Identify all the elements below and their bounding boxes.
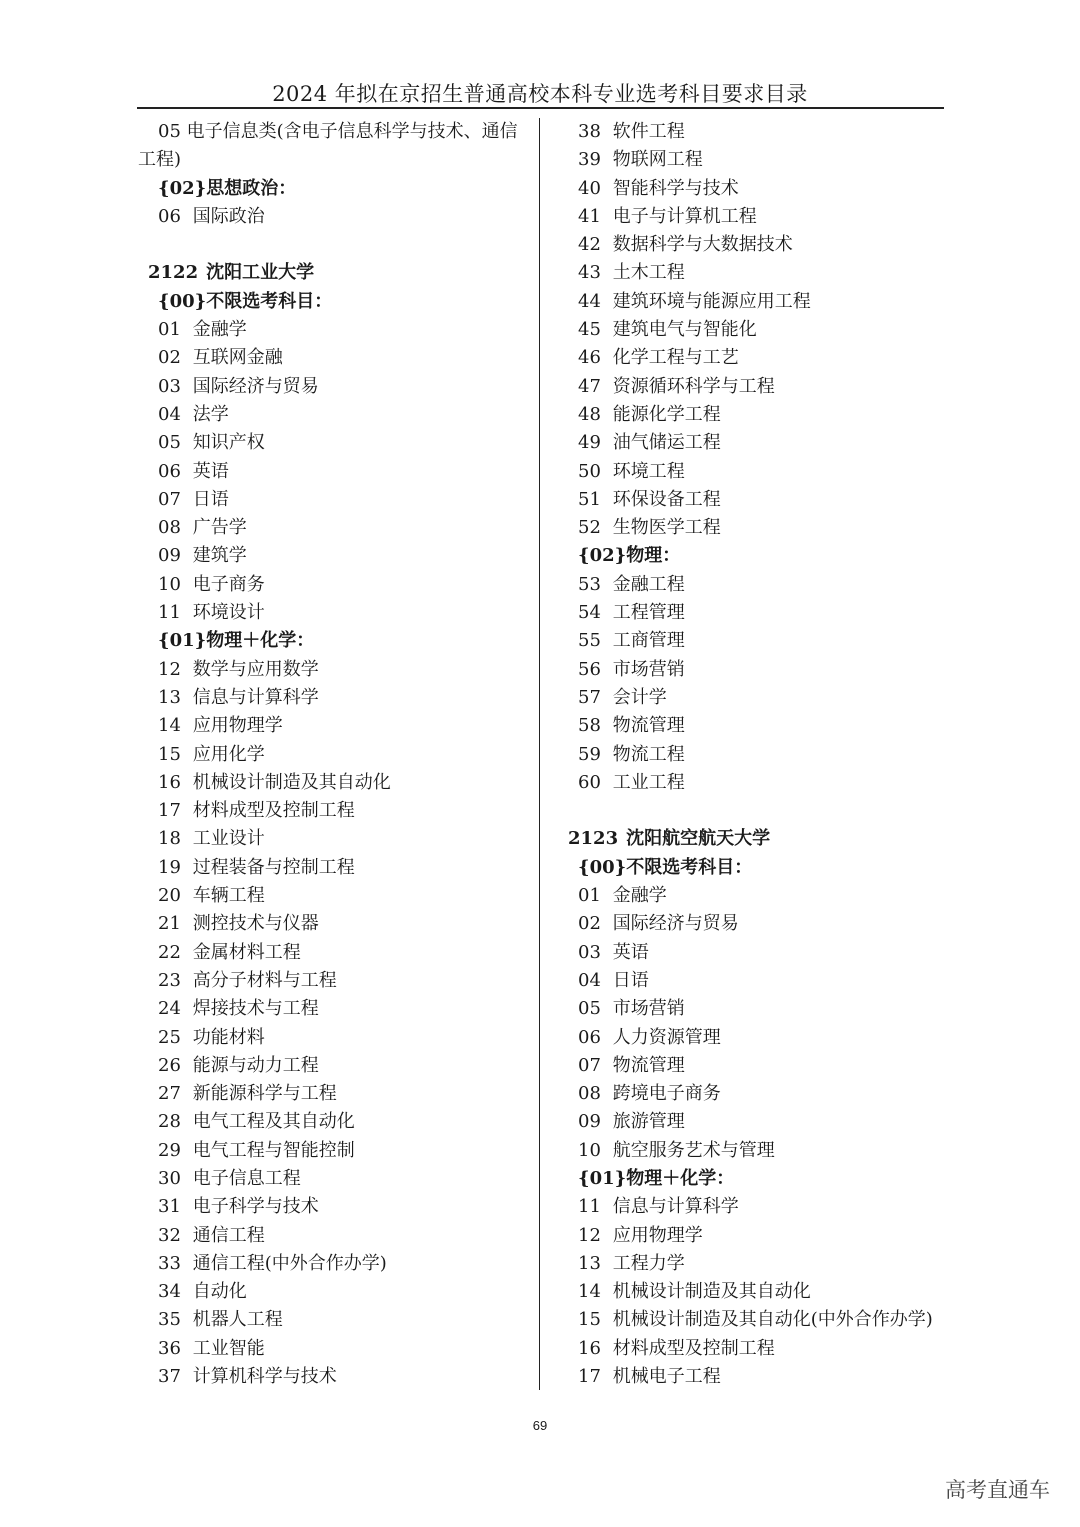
major-name: 功能材料 xyxy=(192,1026,265,1048)
major-name: 焊接技术与工程 xyxy=(192,998,319,1020)
major-item xyxy=(558,995,958,1023)
major-item xyxy=(138,1052,530,1080)
major-item xyxy=(138,1108,530,1136)
major-code: 41 xyxy=(578,205,601,227)
major-item xyxy=(138,939,530,967)
major-name: 工商管理 xyxy=(612,630,685,652)
major-code: 48 xyxy=(578,403,601,425)
major-item xyxy=(138,571,530,599)
major-item xyxy=(138,825,530,853)
major-code: 06 xyxy=(158,460,181,482)
major-name: 应用化学 xyxy=(192,743,265,765)
major-code: 15 xyxy=(158,743,181,765)
major-name: 测控技术与仪器 xyxy=(192,913,319,935)
major-item xyxy=(558,288,958,316)
major-code: 21 xyxy=(158,913,181,935)
major-code: 02 xyxy=(578,913,601,935)
major-name: 电气工程与智能控制 xyxy=(192,1139,355,1161)
major-code: 28 xyxy=(158,1111,181,1133)
major-code: 42 xyxy=(578,234,601,256)
major-name: 英语 xyxy=(612,941,649,963)
institution-heading xyxy=(558,825,958,853)
major-code: 46 xyxy=(578,347,601,369)
major-code: 13 xyxy=(158,686,181,708)
major-item xyxy=(138,769,530,797)
major-name: 金融工程 xyxy=(612,573,685,595)
major-item xyxy=(558,458,958,486)
subject-requirement-heading: {02}思想政治： xyxy=(158,177,297,199)
major-item xyxy=(558,1363,958,1391)
major-code: 49 xyxy=(578,432,601,454)
major-name: 机械设计制造及其自动化 xyxy=(612,1281,811,1303)
major-code: 14 xyxy=(578,1281,601,1303)
major-name: 电子与计算机工程 xyxy=(612,205,757,227)
major-name: 工业工程 xyxy=(612,771,685,793)
major-code: 27 xyxy=(158,1083,181,1105)
major-name: 工程力学 xyxy=(612,1252,685,1274)
major-name: 通信工程(中外合作办学) xyxy=(192,1252,387,1274)
major-code: 05 xyxy=(158,432,181,454)
major-code: 37 xyxy=(158,1366,181,1388)
major-code: 30 xyxy=(158,1167,181,1189)
major-code: 11 xyxy=(578,1196,601,1218)
watermark-text: 高考直通车 xyxy=(945,1478,1050,1502)
subject-requirement-heading: {01}物理＋化学： xyxy=(158,630,315,652)
major-code: 10 xyxy=(578,1139,601,1161)
major-name: 能源化学工程 xyxy=(612,403,721,425)
institution-code: 2123 xyxy=(568,828,619,850)
major-code: 47 xyxy=(578,375,601,397)
major-code: 17 xyxy=(158,800,181,822)
major-name: 高分子材料与工程 xyxy=(192,969,337,991)
major-item xyxy=(138,995,530,1023)
major-item xyxy=(558,401,958,429)
major-name: 通信工程 xyxy=(192,1224,265,1246)
major-item xyxy=(558,684,958,712)
major-item xyxy=(138,203,530,231)
major-name: 会计学 xyxy=(612,686,667,708)
blank-line xyxy=(138,231,530,259)
major-name: 人力资源管理 xyxy=(612,1026,721,1048)
major-code: 32 xyxy=(158,1224,181,1246)
major-item xyxy=(138,1193,530,1221)
major-name: 建筑学 xyxy=(192,545,247,567)
major-code: 29 xyxy=(158,1139,181,1161)
major-name: 机械电子工程 xyxy=(612,1366,721,1388)
major-item xyxy=(138,1306,530,1334)
major-item xyxy=(558,259,958,287)
major-name: 材料成型及控制工程 xyxy=(612,1337,775,1359)
subject-requirement-heading: {02}物理： xyxy=(578,545,681,567)
major-item xyxy=(138,910,530,938)
major-code: 34 xyxy=(158,1281,181,1303)
major-item xyxy=(138,1080,530,1108)
major-item xyxy=(138,429,530,457)
major-name: 材料成型及控制工程 xyxy=(192,800,355,822)
major-item xyxy=(558,741,958,769)
major-name: 环境设计 xyxy=(192,602,265,624)
major-name: 土木工程 xyxy=(612,262,685,284)
major-item xyxy=(558,175,958,203)
major-code: 17 xyxy=(578,1366,601,1388)
header-rule xyxy=(137,107,944,109)
major-name: 车辆工程 xyxy=(192,885,265,907)
major-item xyxy=(138,1250,530,1278)
major-code: 06 xyxy=(578,1026,601,1048)
major-item xyxy=(558,571,958,599)
major-name: 日语 xyxy=(192,488,229,510)
major-item xyxy=(138,1363,530,1391)
major-code: 03 xyxy=(158,375,181,397)
major-name: 知识产权 xyxy=(192,432,265,454)
major-name: 计算机科学与技术 xyxy=(192,1366,337,1388)
major-name: 机械设计制造及其自动化 xyxy=(192,771,391,793)
major-name: 互联网金融 xyxy=(192,347,283,369)
major-item xyxy=(138,542,530,570)
subject-requirement-heading: {00}不限选考科目： xyxy=(158,290,333,312)
major-item xyxy=(138,712,530,740)
major-item xyxy=(138,854,530,882)
major-name: 物流管理 xyxy=(612,715,685,737)
major-name: 物流管理 xyxy=(612,1054,685,1076)
major-item xyxy=(138,514,530,542)
major-code: 07 xyxy=(578,1054,601,1076)
major-code: 01 xyxy=(158,319,181,341)
column-divider xyxy=(539,118,540,1390)
major-item xyxy=(558,146,958,174)
major-item xyxy=(558,1137,958,1165)
major-code: 03 xyxy=(578,941,601,963)
major-item xyxy=(558,1250,958,1278)
major-name: 生物医学工程 xyxy=(612,517,721,539)
major-code: 55 xyxy=(578,630,601,652)
major-name: 软件工程 xyxy=(612,121,685,142)
major-code: 18 xyxy=(158,828,181,850)
institution-name: 沈阳工业大学 xyxy=(206,262,315,284)
major-item xyxy=(138,1137,530,1165)
major-code: 02 xyxy=(158,347,181,369)
major-code: 25 xyxy=(158,1026,181,1048)
major-item xyxy=(138,1278,530,1306)
major-name: 电子科学与技术 xyxy=(192,1196,319,1218)
major-name: 资源循环科学与工程 xyxy=(612,375,775,397)
major-name: 数学与应用数学 xyxy=(192,658,319,680)
major-item xyxy=(558,1052,958,1080)
major-item xyxy=(558,1335,958,1363)
major-code: 13 xyxy=(578,1252,601,1274)
major-code: 56 xyxy=(578,658,601,680)
institution-heading xyxy=(138,259,530,287)
major-item xyxy=(138,1335,530,1363)
major-item xyxy=(138,656,530,684)
major-name: 环保设备工程 xyxy=(612,488,721,510)
major-name: 信息与计算科学 xyxy=(612,1196,739,1218)
major-code: 16 xyxy=(578,1337,601,1359)
major-name: 国际经济与贸易 xyxy=(612,913,739,935)
major-name: 工程管理 xyxy=(612,602,685,624)
major-name: 自动化 xyxy=(192,1281,247,1303)
major-name: 化学工程与工艺 xyxy=(612,347,739,369)
major-code: 31 xyxy=(158,1196,181,1218)
major-name: 物流工程 xyxy=(612,743,685,765)
major-item xyxy=(138,1165,530,1193)
major-code: 09 xyxy=(578,1111,601,1133)
major-code: 26 xyxy=(158,1054,181,1076)
major-code: 60 xyxy=(578,771,601,793)
major-name: 应用物理学 xyxy=(612,1224,703,1246)
major-name: 日语 xyxy=(612,969,649,991)
major-name: 物联网工程 xyxy=(612,149,703,171)
major-code: 07 xyxy=(158,488,181,510)
major-item xyxy=(138,882,530,910)
major-item xyxy=(558,599,958,627)
major-item xyxy=(138,1222,530,1250)
major-code: 35 xyxy=(158,1309,181,1331)
major-code: 22 xyxy=(158,941,181,963)
major-name: 金融学 xyxy=(192,319,247,341)
major-name: 电子商务 xyxy=(192,573,265,595)
major-item xyxy=(138,797,530,825)
major-item xyxy=(558,1080,958,1108)
major-code: 33 xyxy=(158,1252,181,1274)
major-item xyxy=(138,1024,530,1052)
major-item xyxy=(558,769,958,797)
major-item xyxy=(558,1024,958,1052)
major-code: 52 xyxy=(578,517,601,539)
major-name: 市场营销 xyxy=(612,658,685,680)
major-code: 20 xyxy=(158,885,181,907)
major-code: 05 xyxy=(578,998,601,1020)
major-code: 54 xyxy=(578,602,601,624)
page-header-title: 2024 年拟在京招生普通高校本科专业选考科目要求目录 xyxy=(272,82,808,106)
major-name: 英语 xyxy=(192,460,229,482)
major-code: 06 xyxy=(158,205,181,227)
major-code: 45 xyxy=(578,319,601,341)
major-code: 11 xyxy=(158,602,181,624)
major-item xyxy=(558,1278,958,1306)
major-code: 43 xyxy=(578,262,601,284)
major-name: 工业设计 xyxy=(192,828,265,850)
major-code: 44 xyxy=(578,290,601,312)
major-code: 08 xyxy=(578,1083,601,1105)
major-name: 旅游管理 xyxy=(612,1111,685,1133)
major-item xyxy=(558,656,958,684)
major-item xyxy=(558,712,958,740)
major-item xyxy=(558,1193,958,1221)
major-item xyxy=(138,401,530,429)
major-name: 国际经济与贸易 xyxy=(192,375,319,397)
major-name: 广告学 xyxy=(192,517,247,539)
major-code: 40 xyxy=(578,177,601,199)
major-name: 智能科学与技术 xyxy=(612,177,739,199)
major-name: 金属材料工程 xyxy=(192,941,301,963)
major-code: 08 xyxy=(158,517,181,539)
major-name: 能源与动力工程 xyxy=(192,1054,319,1076)
major-code: 19 xyxy=(158,856,181,878)
major-code: 04 xyxy=(158,403,181,425)
major-code: 59 xyxy=(578,743,601,765)
major-name: 油气储运工程 xyxy=(612,432,721,454)
major-code: 15 xyxy=(578,1309,601,1331)
major-item xyxy=(138,458,530,486)
major-name: 工业智能 xyxy=(192,1337,265,1359)
major-item xyxy=(558,373,958,401)
major-item xyxy=(558,316,958,344)
major-code: 12 xyxy=(578,1224,601,1246)
blank-line xyxy=(558,797,958,825)
major-item xyxy=(138,684,530,712)
major-code: 39 xyxy=(578,149,601,171)
major-code: 04 xyxy=(578,969,601,991)
major-code: 38 xyxy=(578,121,601,142)
major-code: 24 xyxy=(158,998,181,1020)
major-item xyxy=(558,882,958,910)
major-code: 14 xyxy=(158,715,181,737)
major-item xyxy=(558,967,958,995)
major-code: 23 xyxy=(158,969,181,991)
major-name: 跨境电子商务 xyxy=(612,1083,721,1105)
major-name: 应用物理学 xyxy=(192,715,283,737)
major-item-wrapped: 05 电子信息类(含电子信息科学与技术、通信工程) xyxy=(138,121,518,171)
major-code: 50 xyxy=(578,460,601,482)
major-item xyxy=(558,939,958,967)
major-name: 数据科学与大数据技术 xyxy=(612,234,793,256)
major-item xyxy=(558,231,958,259)
institution-code: 2122 xyxy=(148,262,199,284)
major-name: 机器人工程 xyxy=(192,1309,283,1331)
major-code: 53 xyxy=(578,573,601,595)
major-name: 电子信息工程 xyxy=(192,1167,301,1189)
major-name: 金融学 xyxy=(612,885,667,907)
major-code: 58 xyxy=(578,715,601,737)
major-name: 建筑电气与智能化 xyxy=(612,319,757,341)
major-item xyxy=(558,118,958,146)
major-code: 36 xyxy=(158,1337,181,1359)
major-code: 16 xyxy=(158,771,181,793)
major-item xyxy=(138,373,530,401)
major-name: 机械设计制造及其自动化(中外合作办学) xyxy=(612,1309,933,1331)
major-name: 电气工程及其自动化 xyxy=(192,1111,355,1133)
major-item xyxy=(558,1108,958,1136)
major-name: 市场营销 xyxy=(612,998,685,1020)
major-name: 法学 xyxy=(192,403,229,425)
major-item xyxy=(558,910,958,938)
subject-requirement-heading: {00}不限选考科目： xyxy=(578,856,753,878)
major-item xyxy=(138,967,530,995)
left-column xyxy=(138,118,530,1391)
major-name: 建筑环境与能源应用工程 xyxy=(612,290,811,312)
major-name: 国际政治 xyxy=(192,205,265,227)
page-number: 69 xyxy=(532,1418,548,1433)
major-item xyxy=(558,203,958,231)
major-name: 环境工程 xyxy=(612,460,685,482)
major-name: 新能源科学与工程 xyxy=(192,1083,337,1105)
major-item xyxy=(558,486,958,514)
major-code: 57 xyxy=(578,686,601,708)
major-name: 航空服务艺术与管理 xyxy=(612,1139,775,1161)
major-code: 51 xyxy=(578,488,601,510)
major-item xyxy=(558,514,958,542)
major-item xyxy=(138,486,530,514)
major-code: 01 xyxy=(578,885,601,907)
subject-requirement-heading: {01}物理＋化学： xyxy=(578,1167,735,1189)
major-item xyxy=(138,599,530,627)
major-item xyxy=(138,316,530,344)
major-item xyxy=(138,344,530,372)
major-item xyxy=(558,627,958,655)
major-code: 09 xyxy=(158,545,181,567)
major-item xyxy=(138,741,530,769)
major-code: 10 xyxy=(158,573,181,595)
major-item xyxy=(558,429,958,457)
major-name: 过程装备与控制工程 xyxy=(192,856,355,878)
major-code: 12 xyxy=(158,658,181,680)
institution-name: 沈阳航空航天大学 xyxy=(626,828,771,850)
major-name: 信息与计算科学 xyxy=(192,686,319,708)
major-item xyxy=(558,1222,958,1250)
major-item xyxy=(558,344,958,372)
major-item xyxy=(558,1306,958,1334)
right-column xyxy=(558,118,958,1391)
